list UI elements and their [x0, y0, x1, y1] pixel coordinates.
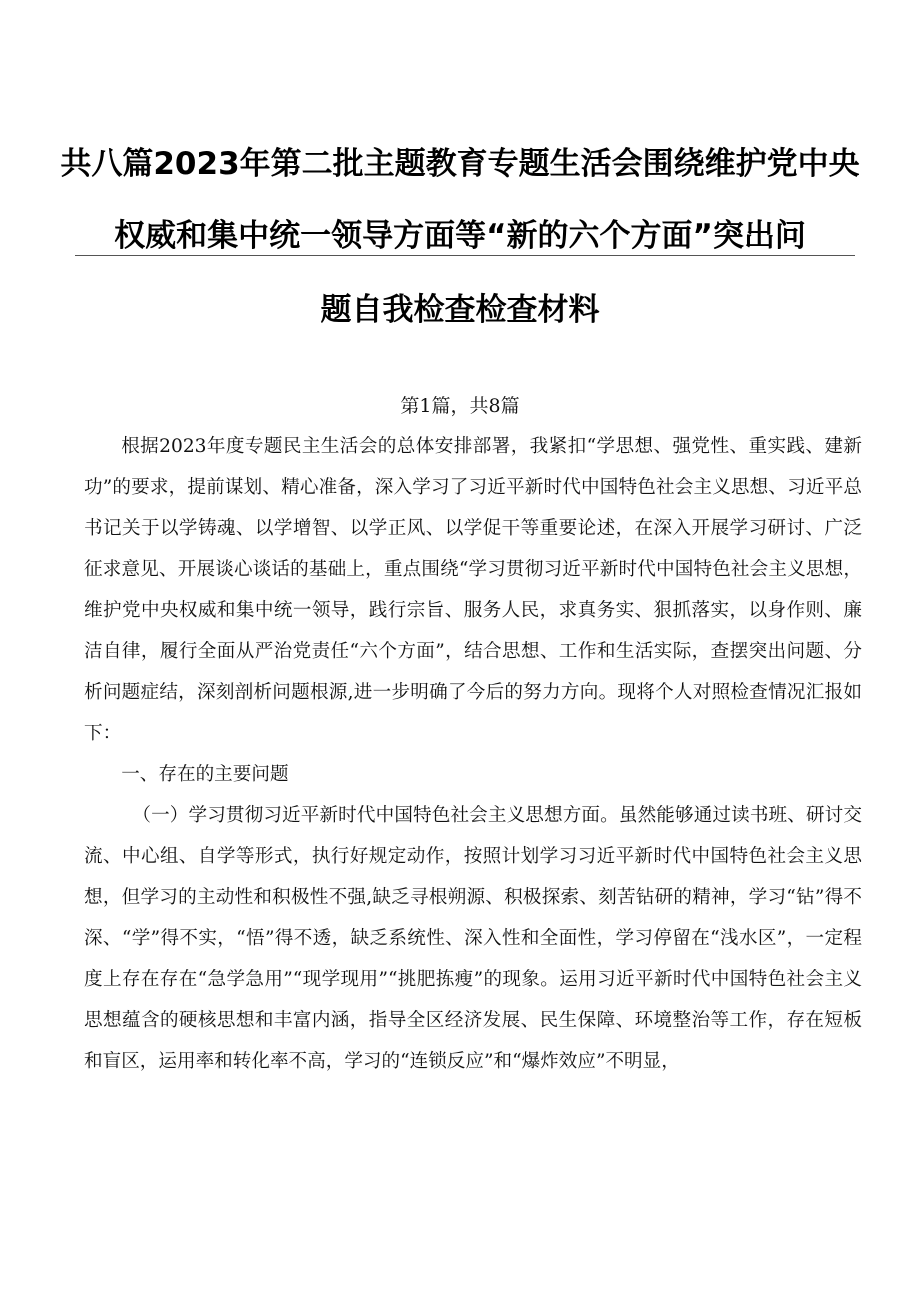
- document-body: [84, 426, 862, 1082]
- document-title-line-3: 题自我检查检查材料: [320, 292, 600, 328]
- document-title-line-2: 权威和集中统一领导方面等“新的六个方面”突出问: [114, 218, 806, 254]
- intro-paragraph: 根据2023年度专题民主生活会的总体安排部署，我紧扣“学思想、强党性、重实践、建新功”的要求，提前谋划、精心准备，深入学习了习近平新时代中国特色社会主义思想、习近平总书记关于以学铸魂、以学增智、以学正风、以学促干等重要论述，在深入开展学习研讨、广泛征求意见、开展谈心谈话的基础上，重点围绕“学习贯彻习近平新时代中国特色社会主义思想，维护党中央权威和集中统一领导，践行宗旨、服务人民，求真务实、狠抓落实，以身作则、廉洁自律，履行全面从严治党责任“六个方面”，结合思想、工作和生活实际，查摆突出问题、分析问题症结，深刻剖析问题根源,进一步明确了今后的努力方向。现将个人对照检查情况汇报如下：: [84, 436, 862, 744]
- subsection-paragraph: （一）学习贯彻习近平新时代中国特色社会主义思想方面。虽然能够通过读书班、研讨交流、中心组、自学等形式，执行好规定动作，按照计划学习习近平新时代中国特色社会主义思想，但学习的主动性和积极性不强,缺乏寻根朔源、积极探索、刻苦钻研的精神，学习“钻”得不深、“学”得不实，“悟”得不透，缺乏系统性、深入性和全面性，学习停留在“浅水区”，一定程度上存在存在“急学急用”“现学现用”“挑肥拣瘦”的现象。运用习近平新时代中国特色社会主义思想蕴含的硬核思想和丰富内涵，指导全区经济发展、民生保障、环境整治等工作，存在短板和盲区，运用率和转化率不高，学习的“连锁反应”和“爆炸效应”不明显，: [84, 805, 862, 1072]
- title-divider: [75, 255, 855, 256]
- document-title-line-1: 共八篇2023年第二批主题教育专题生活会围绕维护党中央: [60, 146, 860, 182]
- section-heading: 一、存在的主要问题: [121, 764, 289, 785]
- document-subtitle: 第1篇，共8篇: [400, 395, 520, 417]
